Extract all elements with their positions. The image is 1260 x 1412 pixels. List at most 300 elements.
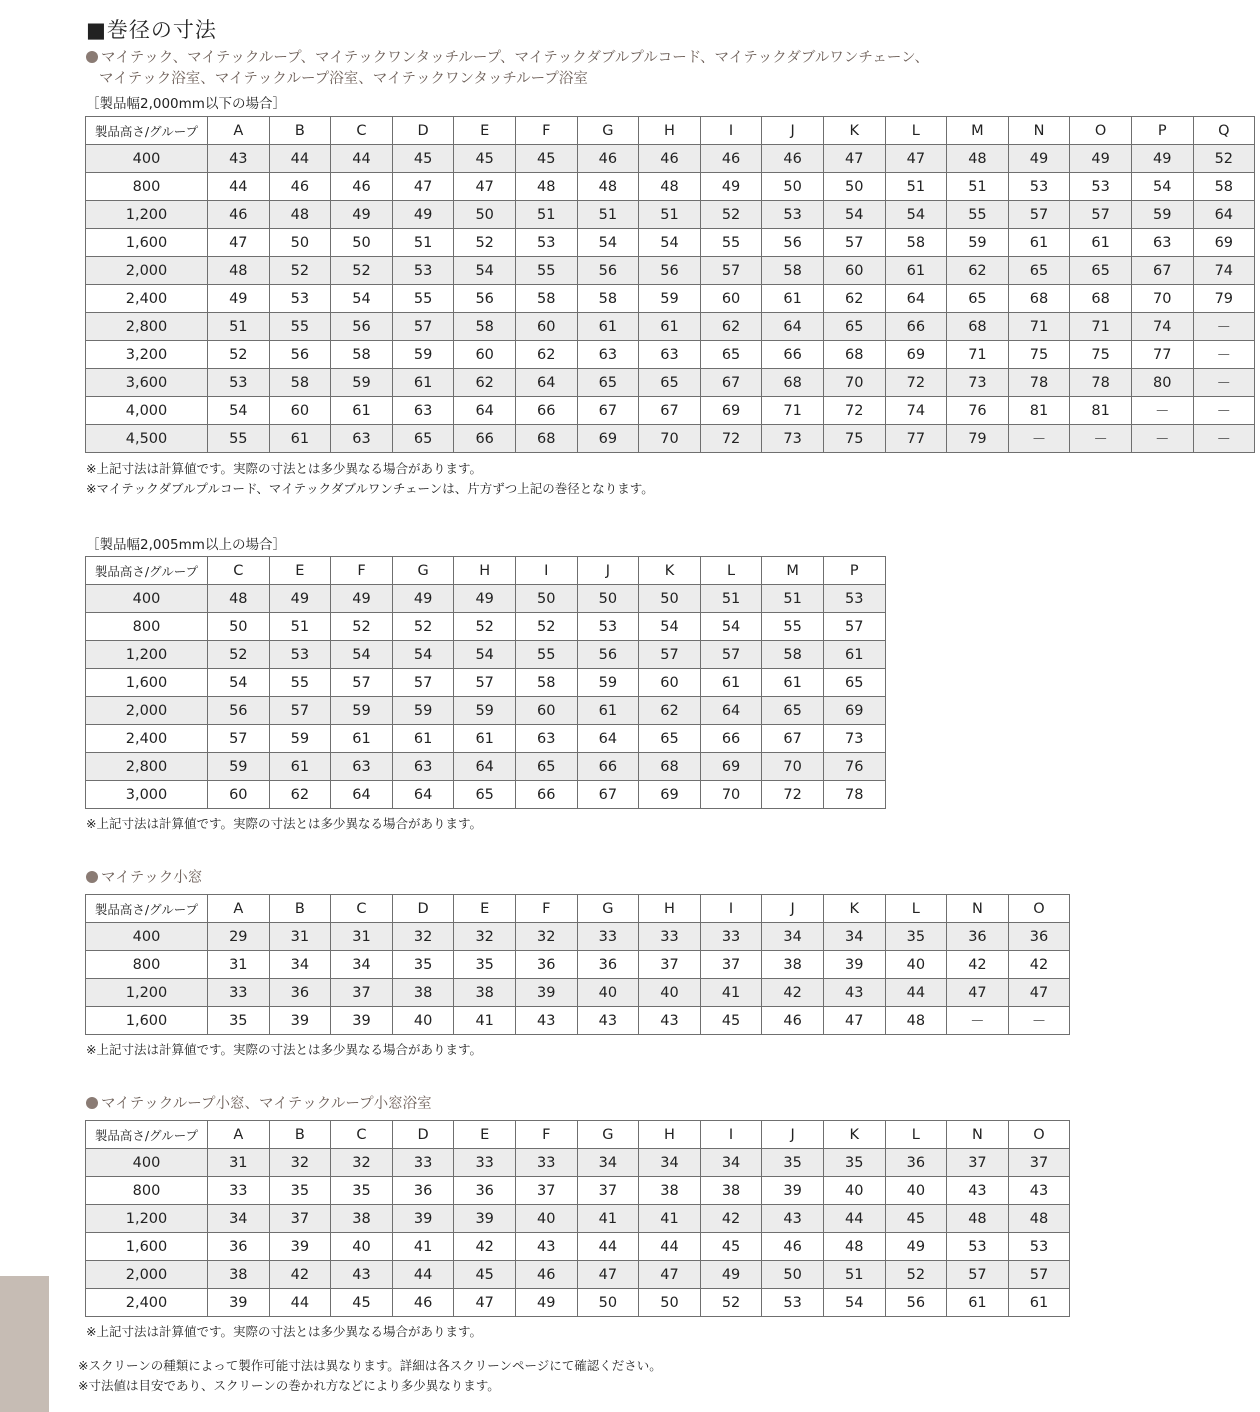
group-header-l: L [700,557,762,585]
group-header-a: A [208,117,270,145]
value-cell: 54 [823,201,885,229]
value-cell: 47 [454,173,516,201]
value-cell: 54 [454,641,516,669]
value-cell: 48 [208,585,270,613]
value-cell: 67 [577,781,639,809]
value-cell: 69 [1193,229,1255,257]
value-cell: 61 [1008,229,1070,257]
value-cell: 44 [331,145,393,173]
value-cell: 54 [639,229,701,257]
section1-heading [86,48,929,90]
value-cell: 65 [1070,257,1132,285]
value-cell: 51 [577,201,639,229]
value-cell: 53 [392,257,454,285]
value-cell: 50 [762,1261,824,1289]
value-cell: 33 [515,1149,577,1177]
value-cell: 67 [700,369,762,397]
value-cell: 55 [515,641,577,669]
value-cell: 61 [639,313,701,341]
value-cell: 57 [392,669,454,697]
table-c-notes [86,1040,482,1060]
value-cell: 54 [392,641,454,669]
value-cell: 54 [208,397,270,425]
value-cell: 49 [700,173,762,201]
value-cell: 58 [269,369,331,397]
value-cell: 43 [947,1177,1009,1205]
value-cell: 73 [947,369,1009,397]
value-cell: 61 [454,725,516,753]
value-cell: 61 [823,641,885,669]
value-cell: 75 [1008,341,1070,369]
value-cell: 61 [700,669,762,697]
value-cell: 43 [515,1233,577,1261]
value-cell: 54 [823,1289,885,1317]
value-cell: 49 [885,1233,947,1261]
value-cell: 57 [639,641,701,669]
value-cell: 33 [454,1149,516,1177]
value-cell: 79 [947,425,1009,453]
group-header-g: G [577,117,639,145]
group-header-l: L [885,1121,947,1149]
value-cell: 65 [700,341,762,369]
value-cell: 60 [639,669,701,697]
value-cell: 32 [269,1149,331,1177]
value-cell: 54 [331,641,393,669]
value-cell: 52 [454,229,516,257]
value-cell: 60 [269,397,331,425]
value-cell: 63 [515,725,577,753]
value-cell: 44 [577,1233,639,1261]
value-cell: 65 [577,369,639,397]
row-height-cell: 2,400 [86,725,208,753]
value-cell: 44 [269,145,331,173]
value-cell: 51 [208,313,270,341]
value-cell: 68 [1008,285,1070,313]
group-header-l: L [885,895,947,923]
value-cell: 46 [700,145,762,173]
value-cell: 55 [700,229,762,257]
value-cell: 37 [700,951,762,979]
value-cell: 46 [269,173,331,201]
value-cell: 41 [639,1205,701,1233]
group-header-o: O [1008,1121,1070,1149]
value-cell: 65 [823,669,885,697]
bullet-dot-icon [86,1097,98,1109]
value-cell: 38 [454,979,516,1007]
value-cell: 69 [700,753,762,781]
table-row [86,1007,1070,1035]
value-cell: 54 [454,257,516,285]
value-cell: 44 [885,979,947,1007]
value-cell: 53 [762,201,824,229]
value-cell: 33 [392,1149,454,1177]
value-cell: 29 [208,923,270,951]
group-header-c: C [208,557,270,585]
row-height-cell: 1,600 [86,1007,208,1035]
value-cell: 49 [208,285,270,313]
value-cell: 56 [208,697,270,725]
group-header-p: P [1131,117,1193,145]
value-cell: 68 [947,313,1009,341]
footer-notes [78,1356,662,1396]
value-cell: 55 [392,285,454,313]
value-cell: 63 [577,341,639,369]
value-cell: 69 [700,397,762,425]
value-cell: 52 [392,613,454,641]
value-cell: 36 [392,1177,454,1205]
value-cell: 34 [269,951,331,979]
value-cell: 51 [392,229,454,257]
value-cell: 45 [885,1205,947,1233]
group-header-i: I [700,1121,762,1149]
value-cell: 63 [639,341,701,369]
table-row [86,1233,1070,1261]
value-cell: 72 [762,781,824,809]
group-header-q: Q [1193,117,1255,145]
value-cell: 68 [639,753,701,781]
value-cell: 59 [947,229,1009,257]
value-cell: 61 [885,257,947,285]
value-cell: 40 [577,979,639,1007]
footer-note: ※寸法値は目安であり、スクリーンの巻かれ方などにより多少異なります。 [78,1378,500,1393]
value-cell: 51 [269,613,331,641]
row-height-cell: 400 [86,585,208,613]
value-cell: 57 [1070,201,1132,229]
table-row [86,257,1255,285]
row-height-cell: 400 [86,145,208,173]
group-header-a: A [208,895,270,923]
value-cell: 48 [1008,1205,1070,1233]
value-cell: 62 [700,313,762,341]
value-cell: 40 [331,1233,393,1261]
value-cell: 52 [208,341,270,369]
row-height-cell: 2,000 [86,257,208,285]
value-cell: 62 [515,341,577,369]
value-cell: 41 [577,1205,639,1233]
value-cell: 50 [639,585,701,613]
value-cell: 45 [331,1289,393,1317]
value-cell: 35 [885,923,947,951]
value-cell: 64 [454,753,516,781]
group-header-e: E [454,117,516,145]
group-header-h: H [639,1121,701,1149]
value-cell: 46 [639,145,701,173]
value-cell: 45 [700,1007,762,1035]
group-header-d: D [392,1121,454,1149]
value-cell: 68 [1070,285,1132,313]
value-cell: 56 [577,641,639,669]
value-cell: 55 [269,669,331,697]
group-header-e: E [454,1121,516,1149]
value-cell: 43 [1008,1177,1070,1205]
value-cell: 50 [577,1289,639,1317]
value-cell: 32 [515,923,577,951]
value-cell: 38 [639,1177,701,1205]
value-cell: 33 [700,923,762,951]
value-cell: 47 [392,173,454,201]
group-header-p: P [823,557,885,585]
group-header-h: H [639,117,701,145]
value-cell: 45 [454,145,516,173]
table-a-condition: ［製品幅2,000mm以下の場合］ [86,96,286,112]
value-cell: 57 [392,313,454,341]
value-cell: 61 [392,725,454,753]
value-cell: 47 [577,1261,639,1289]
value-cell: 35 [331,1177,393,1205]
value-cell: 43 [762,1205,824,1233]
value-cell: 66 [515,781,577,809]
group-header-n: N [947,895,1009,923]
value-cell: 43 [577,1007,639,1035]
value-cell: 33 [639,923,701,951]
value-cell: 59 [1131,201,1193,229]
value-cell: 32 [392,923,454,951]
value-cell: 49 [515,1289,577,1317]
value-cell: 53 [1070,173,1132,201]
table-row [86,641,886,669]
row-height-cell: 800 [86,1177,208,1205]
value-cell: 40 [639,979,701,1007]
row-height-cell: 3,600 [86,369,208,397]
group-header-c: C [331,117,393,145]
value-cell: 63 [392,397,454,425]
value-cell: 39 [392,1205,454,1233]
group-header-o: O [1070,117,1132,145]
group-header-h: H [639,895,701,923]
value-cell: 47 [885,145,947,173]
value-cell: － [1131,425,1193,453]
group-header-b: B [269,117,331,145]
row-height-cell: 800 [86,173,208,201]
row-height-cell: 2,000 [86,1261,208,1289]
value-cell: 38 [700,1177,762,1205]
value-cell: 52 [700,1289,762,1317]
group-header-f: F [331,557,393,585]
side-tab-decoration [0,1276,49,1412]
group-header-a: A [208,1121,270,1149]
group-header-h: H [454,557,516,585]
value-cell: 45 [392,145,454,173]
value-cell: 58 [762,641,824,669]
value-cell: 62 [454,369,516,397]
value-cell: 57 [1008,201,1070,229]
value-cell: 38 [762,951,824,979]
value-cell: 39 [515,979,577,1007]
section1-heading-text1: マイテック、マイテックループ、マイテックワンタッチループ、マイテックダブルプルコード、マイテックダブルワンチェーン、 [101,50,929,66]
value-cell: 59 [208,753,270,781]
value-cell: 75 [1070,341,1132,369]
group-header-k: K [823,1121,885,1149]
value-cell: 70 [762,753,824,781]
value-cell: 58 [1193,173,1255,201]
header-row [86,895,1070,923]
group-header-g: G [577,1121,639,1149]
value-cell: 52 [515,613,577,641]
value-cell: 51 [823,1261,885,1289]
group-header-k: K [823,117,885,145]
value-cell: 61 [331,397,393,425]
value-cell: 48 [947,145,1009,173]
table-row [86,753,886,781]
value-cell: 67 [577,397,639,425]
row-height-cell: 2,400 [86,285,208,313]
value-cell: 56 [885,1289,947,1317]
value-cell: 59 [269,725,331,753]
value-cell: 53 [823,585,885,613]
corner-header: 製品高さ/グループ [86,895,208,923]
header-row [86,557,886,585]
value-cell: 70 [700,781,762,809]
value-cell: 35 [762,1149,824,1177]
value-cell: 49 [331,201,393,229]
group-header-n: N [947,1121,1009,1149]
value-cell: 51 [762,585,824,613]
table-row [86,229,1255,257]
value-cell: 50 [454,201,516,229]
value-cell: 40 [515,1205,577,1233]
value-cell: 56 [454,285,516,313]
value-cell: 54 [700,613,762,641]
value-cell: 57 [331,669,393,697]
table-row [86,145,1255,173]
value-cell: 36 [885,1149,947,1177]
value-cell: 49 [392,585,454,613]
value-cell: 45 [700,1233,762,1261]
value-cell: 69 [639,781,701,809]
value-cell: 48 [515,173,577,201]
value-cell: 46 [577,145,639,173]
bullet-dot-icon [86,871,98,883]
value-cell: 43 [639,1007,701,1035]
table-row [86,285,1255,313]
value-cell: 81 [1008,397,1070,425]
value-cell: 61 [1008,1289,1070,1317]
row-height-cell: 1,600 [86,1233,208,1261]
row-height-cell: 400 [86,1149,208,1177]
section3-heading-text: マイテックループ小窓、マイテックループ小窓浴室 [101,1096,432,1112]
value-cell: 56 [762,229,824,257]
value-cell: 74 [1193,257,1255,285]
value-cell: 68 [823,341,885,369]
value-cell: 49 [1008,145,1070,173]
value-cell: 42 [454,1233,516,1261]
table-row [86,951,1070,979]
section1-heading-line1 [86,48,929,69]
value-cell: 74 [885,397,947,425]
value-cell: 39 [208,1289,270,1317]
value-cell: 31 [208,951,270,979]
table-d-notes [86,1322,482,1342]
value-cell: 42 [700,1205,762,1233]
value-cell: 72 [885,369,947,397]
value-cell: 55 [947,201,1009,229]
value-cell: 66 [515,397,577,425]
row-height-cell: 400 [86,923,208,951]
value-cell: 65 [454,781,516,809]
value-cell: 46 [762,1007,824,1035]
value-cell: 34 [762,923,824,951]
value-cell: 67 [639,397,701,425]
value-cell: 38 [208,1261,270,1289]
value-cell: 60 [208,781,270,809]
value-cell: 65 [947,285,1009,313]
value-cell: 52 [885,1261,947,1289]
value-cell: 53 [1008,173,1070,201]
table-a-notes [86,459,654,499]
table-row [86,613,886,641]
table-row [86,1177,1070,1205]
value-cell: 55 [515,257,577,285]
table-row [86,697,886,725]
value-cell: 64 [577,725,639,753]
value-cell: 48 [823,1233,885,1261]
value-cell: 65 [1008,257,1070,285]
value-cell: 50 [823,173,885,201]
value-cell: 36 [454,1177,516,1205]
table-b-condition: ［製品幅2,005mm以上の場合］ [86,537,286,553]
value-cell: 55 [269,313,331,341]
value-cell: 57 [823,229,885,257]
table-row [86,979,1070,1007]
value-cell: 34 [577,1149,639,1177]
value-cell: 60 [823,257,885,285]
value-cell: 57 [454,669,516,697]
value-cell: 49 [269,585,331,613]
value-cell: 55 [208,425,270,453]
value-cell: 69 [885,341,947,369]
page-title: ■巻径の寸法 [86,18,217,42]
table-row [86,173,1255,201]
value-cell: 43 [515,1007,577,1035]
row-height-cell: 1,600 [86,229,208,257]
value-cell: 62 [639,697,701,725]
value-cell: 70 [1131,285,1193,313]
value-cell: 37 [947,1149,1009,1177]
value-cell: 39 [454,1205,516,1233]
row-height-cell: 2,400 [86,1289,208,1317]
value-cell: 49 [331,585,393,613]
value-cell: 64 [885,285,947,313]
value-cell: 34 [700,1149,762,1177]
value-cell: 49 [392,201,454,229]
value-cell: 46 [515,1261,577,1289]
value-cell: 74 [1131,313,1193,341]
value-cell: 78 [1008,369,1070,397]
value-cell: － [1008,425,1070,453]
value-cell: 64 [454,397,516,425]
value-cell: 36 [515,951,577,979]
table-row [86,725,886,753]
value-cell: 54 [208,669,270,697]
value-cell: 35 [823,1149,885,1177]
value-cell: 65 [639,369,701,397]
value-cell: 34 [331,951,393,979]
group-header-j: J [762,895,824,923]
table-row [86,1205,1070,1233]
value-cell: 59 [454,697,516,725]
value-cell: 35 [269,1177,331,1205]
footer-note: ※スクリーンの種類によって製作可能寸法は異なります。詳細は各スクリーンページにて確認ください。 [78,1358,662,1373]
value-cell: － [1193,425,1255,453]
value-cell: 49 [1070,145,1132,173]
value-cell: 73 [823,725,885,753]
value-cell: 52 [454,613,516,641]
value-cell: 58 [515,669,577,697]
value-cell: 66 [454,425,516,453]
note: ※上記寸法は計算値です。実際の寸法とは多少異なる場合があります。 [86,816,482,831]
row-height-cell: 1,200 [86,641,208,669]
value-cell: 62 [947,257,1009,285]
